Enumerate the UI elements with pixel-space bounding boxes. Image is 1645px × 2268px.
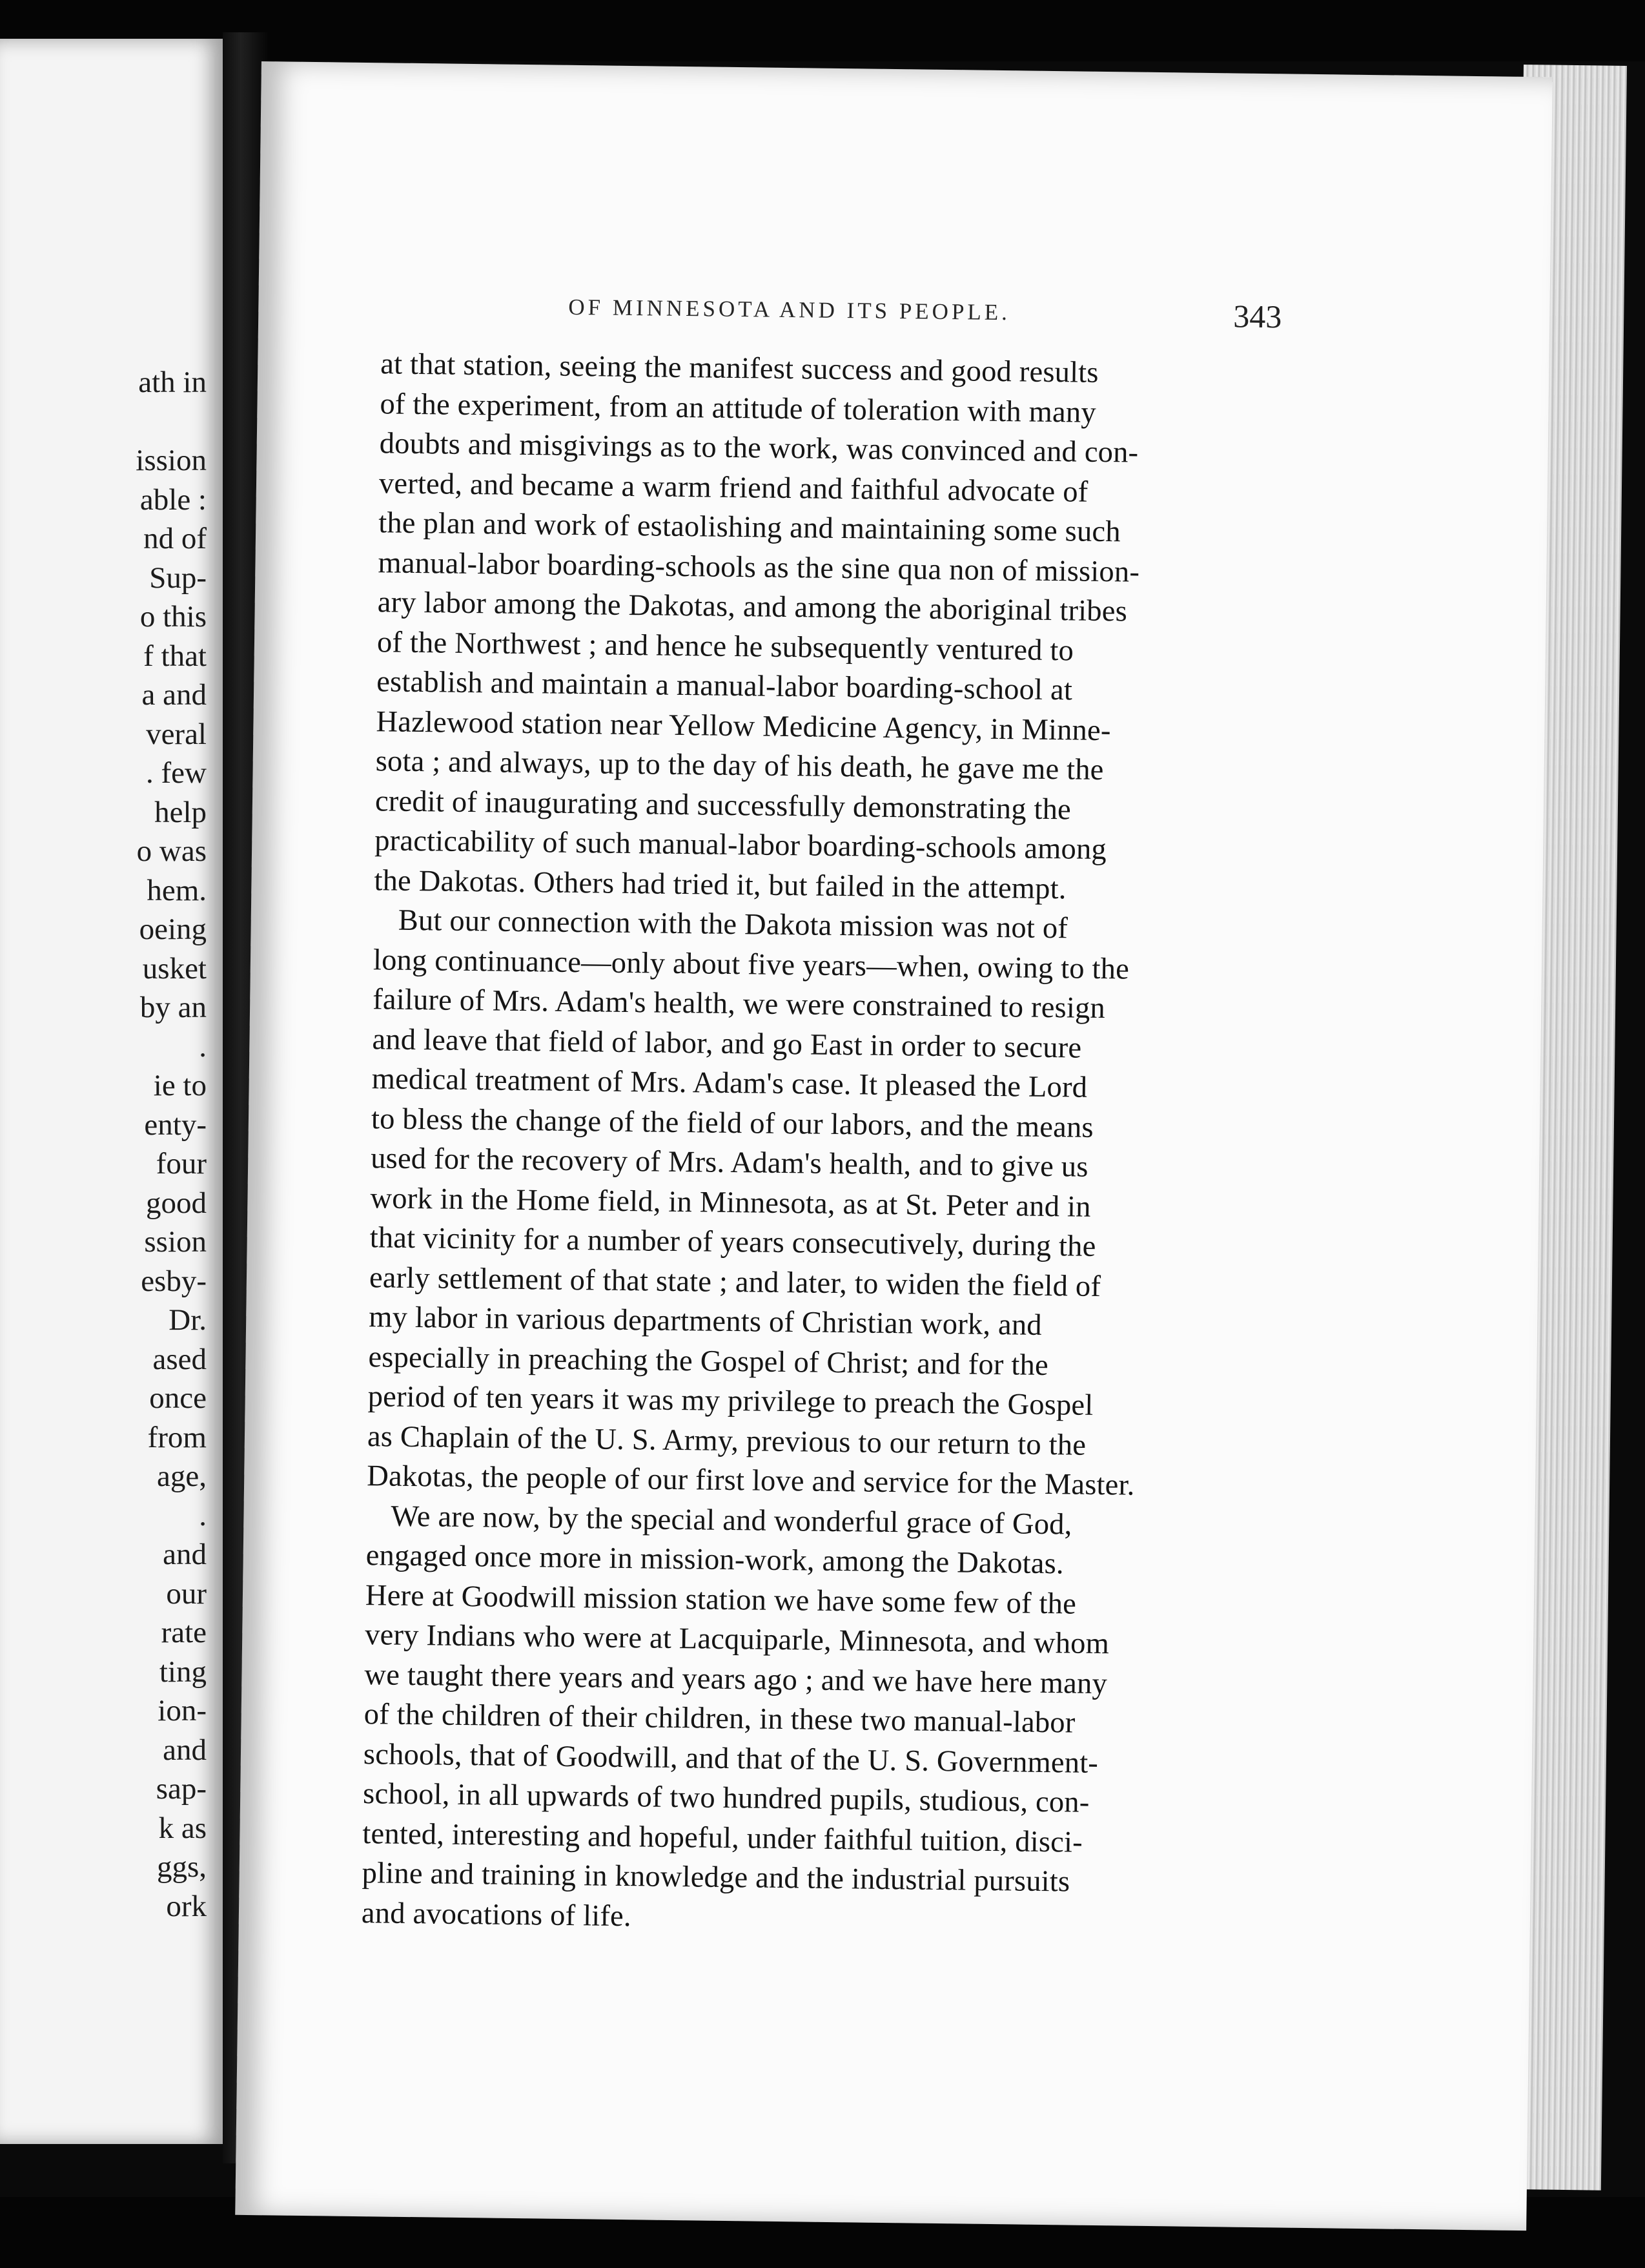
left-text-fragment: ie to — [153, 1069, 207, 1102]
text-line: sota ; and always, up to the day of his death, he gave me the — [375, 745, 1104, 787]
left-text-fragment: veral — [146, 717, 207, 751]
left-text-fragment: enty- — [144, 1108, 207, 1142]
left-text-fragment: by an — [139, 991, 207, 1024]
text-line: school, in all upwards of two hundred pupils, studious, con- — [362, 1777, 1090, 1819]
left-text-fragment: and — [163, 1733, 207, 1767]
text-line: especially in preaching the Gospel of Christ; and for the — [368, 1340, 1049, 1382]
text-line: Hazlewood station near Yellow Medicine Agency, in Minne- — [376, 705, 1111, 747]
text-line: establish and maintain a manual-labor boarding-school at — [376, 665, 1073, 707]
left-text-fragment: ork — [166, 1889, 207, 1923]
text-line: practicability of such manual-labor boarding-schools among — [374, 824, 1107, 867]
text-line: and leave that field of labor, and go East in order to secure — [372, 1022, 1082, 1065]
left-text-fragment: ission — [136, 444, 207, 477]
text-line: verted, and became a warm friend and faithful advocate of — [378, 466, 1088, 509]
left-text-fragment: help — [154, 795, 207, 829]
text-line: and avocations of life. — [361, 1896, 632, 1933]
left-text-fragment: . — [199, 1029, 207, 1064]
left-text-fragment: and — [163, 1538, 207, 1571]
left-text-fragment: age, — [157, 1459, 207, 1493]
left-text-fragment: a and — [141, 678, 207, 712]
left-text-fragment: nd of — [143, 522, 207, 555]
text-line: manual-labor boarding-schools as the sine qua non of mission- — [378, 546, 1140, 589]
text-line: schools, that of Goodwill, and that of the U. S. Government- — [363, 1737, 1099, 1780]
left-text-fragment: usket — [142, 951, 207, 985]
text-line: the plan and work of estaolishing and maintaining some such — [378, 506, 1121, 549]
text-line: long continuance—only about five years—when, owing to the — [373, 943, 1130, 986]
left-page-fragment — [0, 39, 223, 2144]
left-text-fragment: able : — [139, 482, 207, 517]
text-line: work in the Home field, in Minnesota, as at St. Peter and in — [370, 1181, 1091, 1224]
left-text-fragment: esby- — [141, 1264, 207, 1298]
left-text-fragment: . — [199, 1498, 207, 1532]
left-text-fragment: our — [166, 1576, 207, 1611]
text-line: doubts and misgivings as to the work, was convinced and con- — [379, 427, 1139, 469]
right-page — [235, 61, 1553, 2231]
page-number: 343 — [1232, 298, 1282, 335]
text-line: Dakotas, the people of our first love and service for the Master. — [366, 1459, 1135, 1502]
text-line: that vicinity for a number of years consecutively, during the — [369, 1221, 1096, 1263]
left-text-fragment: sap- — [156, 1772, 207, 1806]
text-line: used for the recovery of Mrs. Adam's health, and to give us — [370, 1142, 1088, 1184]
left-text-fragment: good — [146, 1186, 207, 1220]
left-text-fragment: ggs, — [156, 1850, 207, 1884]
left-text-fragment: ased — [152, 1342, 207, 1376]
left-text-fragment: Dr. — [169, 1303, 207, 1337]
text-line: Here at Goodwill mission station we have some few of the — [365, 1578, 1077, 1621]
text-line: pline and training in knowledge and the industrial pursuits — [362, 1857, 1070, 1899]
text-line: of the children of their children, in these two manual-labor — [363, 1698, 1076, 1740]
text-line: of the Northwest ; and hence he subsequently ventured to — [376, 625, 1074, 667]
text-line: to bless the change of the field of our labors, and the means — [371, 1102, 1094, 1144]
left-text-fragment: Sup- — [149, 561, 207, 595]
left-text-fragment: ssion — [144, 1225, 207, 1259]
text-line: period of ten years it was my privilege to preach the Gospel — [367, 1380, 1094, 1422]
left-text-fragment: o was — [136, 834, 207, 868]
left-text-fragment: once — [149, 1381, 207, 1415]
text-line: early settlement of that state ; and later, to widen the field of — [369, 1261, 1101, 1303]
text-line: engaged once more in mission-work, among the Dakotas. — [365, 1539, 1065, 1581]
left-text-fragment: oeing — [139, 912, 207, 946]
left-text-fragment: ion- — [158, 1694, 207, 1727]
text-line: of the experiment, from an attitude of toleration with many — [380, 387, 1097, 429]
left-text-fragment: ath in — [138, 366, 207, 399]
left-text-fragment: . few — [146, 756, 207, 790]
text-line: we taught there years and years ago ; and we have here many — [364, 1658, 1108, 1700]
left-text-fragment: four — [156, 1147, 207, 1180]
text-line: my labor in various departments of Christian work, and — [368, 1301, 1043, 1342]
running-head — [258, 291, 1550, 345]
text-line: the Dakotas. Others had tried it, but failed in the attempt. — [374, 863, 1067, 905]
left-text-fragment: k as — [158, 1811, 207, 1845]
left-text-fragment: from — [147, 1420, 207, 1454]
left-text-fragment: rate — [161, 1616, 207, 1649]
text-line: medical treatment of Mrs. Adam's case. It pleased the Lord — [371, 1062, 1088, 1104]
left-text-fragment: f that — [143, 639, 207, 673]
left-text-fragment: ting — [159, 1655, 207, 1689]
text-line: very Indians who were at Lacquiparle, Minnesota, and whom — [364, 1618, 1110, 1661]
text-line: But our connection with the Dakota mission was not of — [398, 903, 1068, 945]
text-line: as Chaplain of the U. S. Army, previous to our return to the — [367, 1419, 1087, 1462]
text-line: tented, interesting and hopeful, under faithful tuition, disci- — [362, 1817, 1083, 1859]
body-text — [361, 347, 1285, 1933]
running-head-title: OF MINNESOTA AND ITS PEOPLE. — [568, 294, 1011, 325]
left-text-fragment: hem. — [147, 873, 207, 907]
left-text-fragment: o this — [139, 600, 207, 634]
text-line: We are now, by the special and wonderful grace of God, — [391, 1500, 1072, 1541]
text-line: at that station, seeing the manifest success and good results — [380, 347, 1099, 389]
text-line: failure of Mrs. Adam's health, we were constrained to resign — [372, 983, 1106, 1026]
text-line: ary labor among the Dakotas, and among the aboriginal tribes — [377, 586, 1128, 628]
text-line: credit of inaugurating and successfully demonstrating the — [374, 784, 1072, 826]
